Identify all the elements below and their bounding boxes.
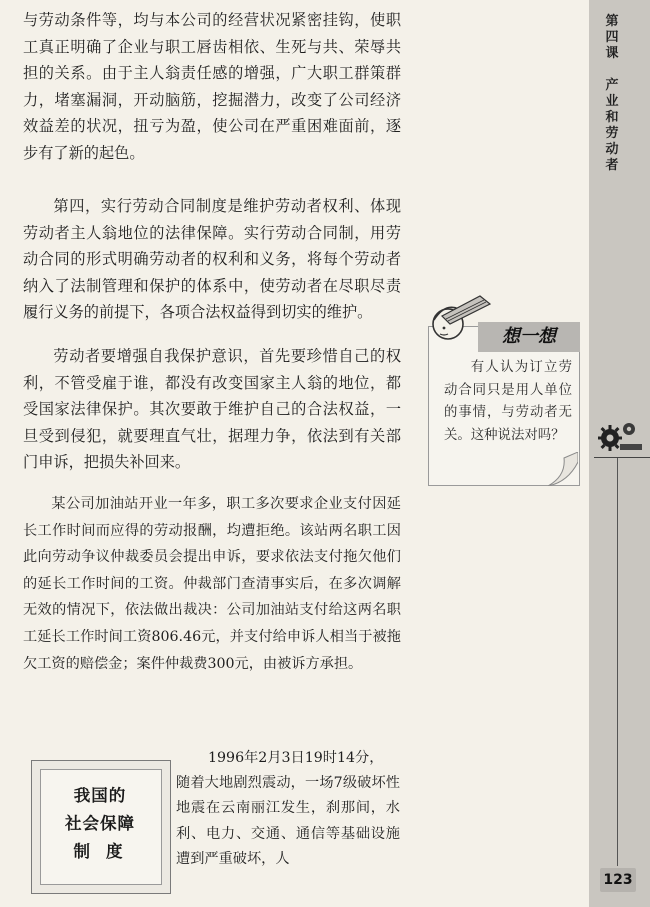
paragraph-company-reform: 与劳动条件等，均与本公司的经营状况紧密挂钩，使职工真正明确了企业与职工唇齿相依、生死与共、荣辱共担的关系。由于主人翁责任感的增强，广大职工群策群力，堵塞漏洞，开动脑筋，挖掘潜力，改变了公司经济效益差的状况，扭亏为盈，使公司在严重困难面前，逐步有了新的起色。: [23, 11, 401, 162]
think-title: 想一想: [478, 322, 580, 352]
margin-divider: [594, 457, 650, 458]
section-title-line-1: 我国的: [73, 786, 127, 805]
earthquake-text: 随着大地剧烈震动，一场7级破坏性地震在云南丽江发生，刹那间，水利、电力、交通、通信等基础设施遭到严重破坏，人: [176, 775, 400, 867]
section-title: [40, 782, 160, 866]
think-question: 有人认为订立劳动合同只是用人单位的事情，与劳动者无关。这种说法对吗？: [444, 360, 572, 443]
earthquake-paragraph: [176, 746, 400, 872]
paragraph-labor-contract: 第四，实行劳动合同制度是维护劳动者权利、体现劳动者主人翁地位的法律保障。实行劳动合同制，用劳动合同的形式明确劳动者的权利和义务，将每个劳动者纳入了法制管理和保护的体系中，使劳动者在尽职尽责履行义务的前提下，各项合法权益得到切实的维护。: [23, 197, 401, 321]
page-number: 123: [600, 868, 636, 892]
lesson-topic: 产业和劳动者: [605, 78, 619, 173]
gear-icon: [598, 420, 642, 452]
chapter-heading: [602, 14, 622, 174]
section-title-line-3: 制度: [73, 842, 139, 861]
section-title-line-2: 社会保障: [65, 814, 135, 833]
earthquake-date: 1996年2月3日19时14分，: [208, 750, 384, 766]
case-study-paragraph: 某公司加油站开业一年多，职工多次要求企业支付因延长工作时间而应得的劳动报酬，均遭拒绝。该站两名职工因此向劳动争议仲裁委员会提出申诉，要求依法支付拖欠他们的延长工作时间的工资。仲裁部门查清事实后，在多次调解无效的情况下，依法做出裁决：公司加油站支付给这两名职工延长工作时间工资806.46元，并支付给申诉人相当于被拖欠工资的赔偿金；案件仲裁费300元，由被诉方承担。: [23, 496, 401, 672]
page-curl-decoration: [548, 452, 578, 486]
margin-rule: [617, 458, 618, 866]
lesson-label: 第四课: [605, 14, 619, 61]
paragraph-self-protection: 劳动者要增强自我保护意识，首先要珍惜自己的权利，不管受雇于谁，都没有改变国家主人翁的地位，都受国家法律保护。其次要敢于维护自己的合法权益，一旦受到侵犯，就要理直气壮，据理力争，依法到有关部门申诉，把损失补回来。: [23, 347, 401, 471]
